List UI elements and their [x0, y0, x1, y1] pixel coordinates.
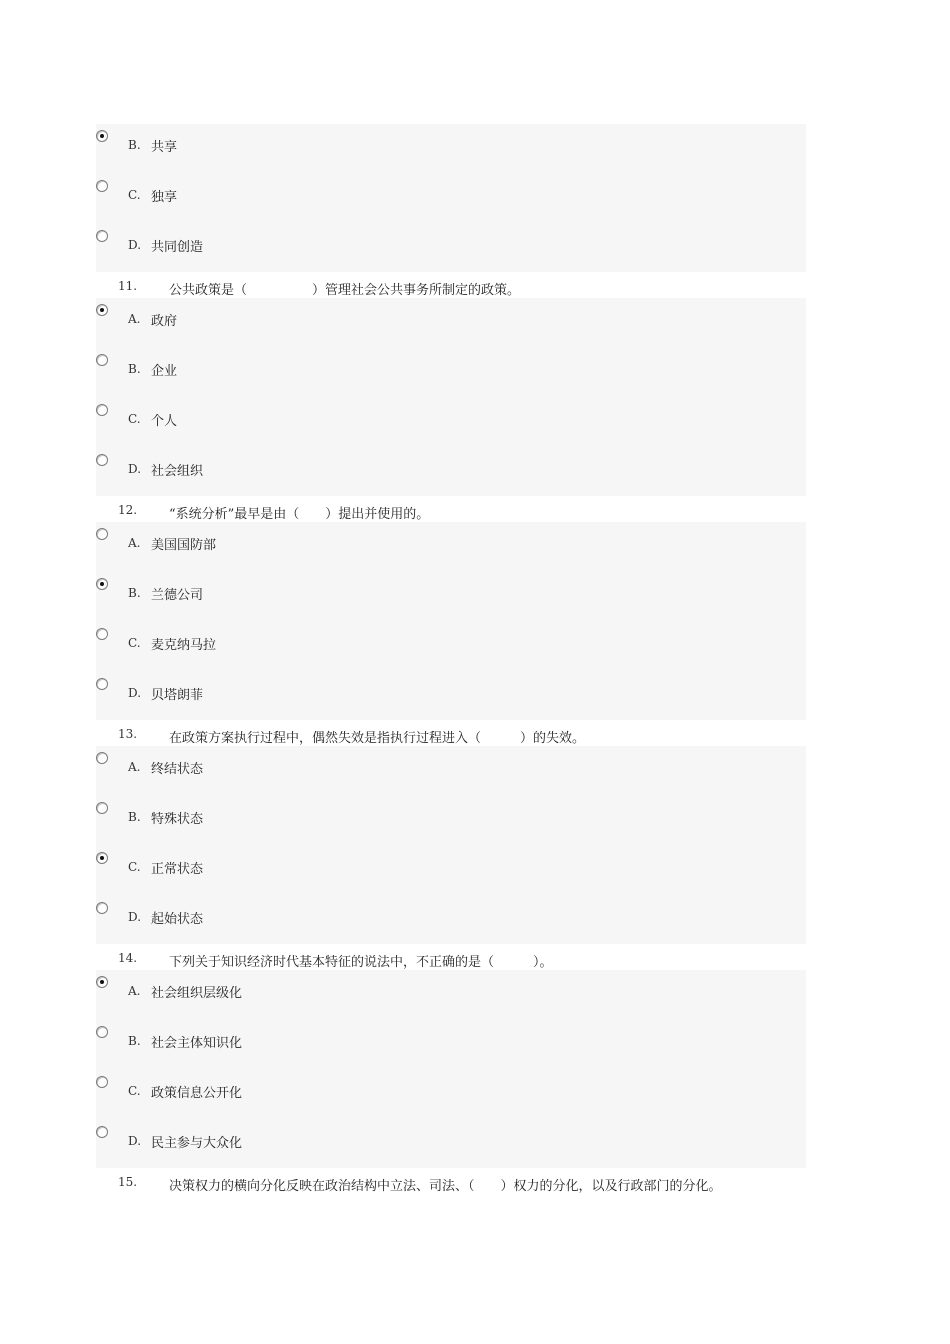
- option-letter: B.: [128, 586, 141, 600]
- option-text: 正常状态: [151, 862, 204, 877]
- option-letter: D.: [128, 1134, 142, 1148]
- option-text: 兰德公司: [151, 588, 204, 603]
- option-text: 个人: [151, 414, 178, 429]
- option-letter: D.: [128, 686, 142, 700]
- question-number: 11.: [118, 279, 138, 293]
- option-text: 政府: [151, 314, 178, 329]
- radio-button[interactable]: [96, 678, 108, 690]
- option-q13-a[interactable]: [96, 752, 656, 777]
- option-text: 独享: [151, 190, 178, 205]
- question-number: 12.: [118, 503, 138, 517]
- option-text: 贝塔朗菲: [151, 688, 204, 703]
- option-q14-b[interactable]: [96, 1026, 656, 1051]
- option-q14-c[interactable]: [96, 1076, 656, 1101]
- question-number: 14.: [118, 951, 138, 965]
- option-q13-d[interactable]: [96, 902, 656, 927]
- option-q11-b[interactable]: [96, 354, 656, 379]
- radio-button-checked[interactable]: [96, 130, 108, 142]
- option-letter: C.: [128, 188, 141, 202]
- option-q12-d[interactable]: [96, 678, 656, 703]
- radio-button[interactable]: [96, 902, 108, 914]
- question-text: 决策权力的横向分化反映在政治结构中立法、司法、（ ）权力的分化，以及行政部门的分化。: [169, 1179, 722, 1194]
- option-text: 政策信息公开化: [151, 1086, 243, 1101]
- option-letter: A.: [128, 312, 141, 326]
- option-letter: C.: [128, 1084, 141, 1098]
- radio-button[interactable]: [96, 1126, 108, 1138]
- option-q14-d[interactable]: [96, 1126, 656, 1151]
- option-letter: B.: [128, 362, 141, 376]
- option-text: 麦克纳马拉: [151, 638, 217, 653]
- option-letter: C.: [128, 860, 141, 874]
- option-q12-a[interactable]: [96, 528, 656, 553]
- radio-button[interactable]: [96, 180, 108, 192]
- radio-button[interactable]: [96, 354, 108, 366]
- option-letter: C.: [128, 412, 141, 426]
- option-letter: C.: [128, 636, 141, 650]
- radio-button-checked[interactable]: [96, 852, 108, 864]
- question-text: 在政策方案执行过程中，偶然失效是指执行过程进入（ ）的失效。: [169, 731, 586, 746]
- option-q14-a[interactable]: [96, 976, 656, 1001]
- radio-button[interactable]: [96, 1076, 108, 1088]
- option-text: 美国国防部: [151, 538, 217, 553]
- question-text: 下列关于知识经济时代基本特征的说法中，不正确的是（ ）。: [169, 955, 553, 970]
- radio-button[interactable]: [96, 230, 108, 242]
- option-text: 起始状态: [151, 912, 204, 927]
- radio-button-checked[interactable]: [96, 578, 108, 590]
- option-text: 企业: [151, 364, 178, 379]
- radio-button[interactable]: [96, 802, 108, 814]
- question-text: “系统分析”最早是由（ ）提出并使用的。: [169, 507, 430, 522]
- radio-button[interactable]: [96, 1026, 108, 1038]
- radio-button[interactable]: [96, 404, 108, 416]
- option-text: 终结状态: [151, 762, 204, 777]
- question-number: 13.: [118, 727, 138, 741]
- radio-button[interactable]: [96, 454, 108, 466]
- option-q13-b[interactable]: [96, 802, 656, 827]
- radio-button-checked[interactable]: [96, 304, 108, 316]
- option-q10-b[interactable]: [96, 130, 656, 155]
- option-text: 共同创造: [151, 240, 204, 255]
- option-text: 特殊状态: [151, 812, 204, 827]
- option-text: 社会组织层级化: [151, 986, 243, 1001]
- option-q11-a[interactable]: [96, 304, 656, 329]
- option-letter: D.: [128, 462, 142, 476]
- option-letter: A.: [128, 984, 141, 998]
- option-letter: D.: [128, 910, 142, 924]
- option-letter: A.: [128, 536, 141, 550]
- option-q11-d[interactable]: [96, 454, 656, 479]
- option-q10-d[interactable]: [96, 230, 656, 255]
- option-q11-c[interactable]: [96, 404, 656, 429]
- radio-button[interactable]: [96, 752, 108, 764]
- option-q13-c[interactable]: [96, 852, 656, 877]
- option-letter: D.: [128, 238, 142, 252]
- question-text: 公共政策是（ ）管理社会公共事务所制定的政策。: [169, 283, 521, 298]
- option-letter: A.: [128, 760, 141, 774]
- option-text: 民主参与大众化: [151, 1136, 243, 1151]
- option-text: 社会主体知识化: [151, 1036, 243, 1051]
- option-text: 共享: [151, 140, 178, 155]
- option-text: 社会组织: [151, 464, 204, 479]
- radio-button[interactable]: [96, 528, 108, 540]
- radio-button-checked[interactable]: [96, 976, 108, 988]
- question-number: 15.: [118, 1175, 138, 1189]
- option-letter: B.: [128, 1034, 141, 1048]
- option-letter: B.: [128, 810, 141, 824]
- option-q10-c[interactable]: [96, 180, 656, 205]
- option-letter: B.: [128, 138, 141, 152]
- option-q12-c[interactable]: [96, 628, 656, 653]
- radio-button[interactable]: [96, 628, 108, 640]
- option-q12-b[interactable]: [96, 578, 656, 603]
